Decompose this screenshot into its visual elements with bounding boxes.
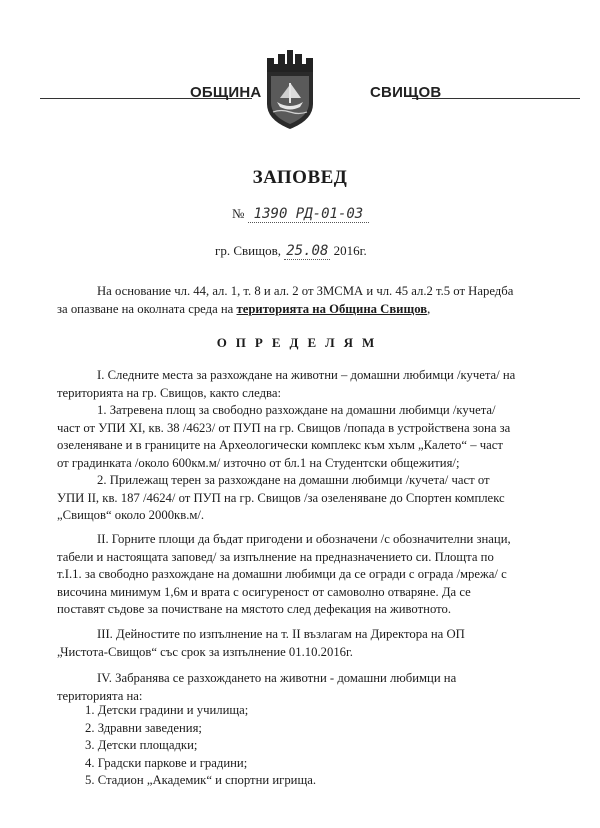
city-label: гр. Свищов, — [215, 243, 281, 258]
list-item: 1. Детски градини и училища; — [85, 703, 249, 717]
order-number — [232, 206, 369, 223]
list-item: 2. Здравни заведения; — [85, 720, 202, 735]
preamble-line — [57, 301, 552, 319]
section-two — [57, 531, 552, 619]
municipality-crest-icon — [263, 50, 317, 130]
preamble-end: , — [427, 301, 431, 316]
section-one-line: от градинката /около 600км.м/ източно от бл.1 на Студентски общежития/; — [57, 455, 460, 470]
preamble-emphasis: територията на Община Свищов — [236, 301, 428, 316]
section-one-line: част от УПИ XI, кв. 38 /4623/ от ПУП на гр. Свищов /попада в устройствена зона за — [57, 420, 511, 435]
section-four-line: IV. Забранява се разхождането на животни - домашни любимци на — [97, 671, 457, 685]
section-four — [57, 670, 552, 705]
section-one-line: 1. Затревена площ за свободно разхождане на домашни любимци /кучета/ — [97, 403, 496, 417]
date-value: 25.08 — [286, 243, 329, 259]
section-two-line: II. Горните площи да бъдат пригодени и обозначени /с обозначителни знаци, — [97, 532, 511, 546]
section-one-line: 2. Прилежащ терен за разхождане на домашни любимци /кучета/ част от — [97, 473, 490, 487]
section-two-line: табели и настоящата заповед/ за изпълнение на предназначението си. Площта по — [57, 549, 494, 564]
preamble-text: за опазване на околната среда на — [57, 301, 237, 316]
prohibited-places-list — [85, 702, 316, 790]
section-one — [57, 367, 552, 525]
section-two-line: т.I.1. за свободно разхождане на домашни любимци да се огради с ограда /мрежа/ с — [57, 567, 507, 581]
section-one-line: I. Следните места за разхождане на животни – домашни любимци /кучета/ на — [97, 368, 516, 382]
list-item: 5. Стадион „Академик“ и спортни игрища. — [85, 773, 317, 787]
number-prefix: № — [232, 206, 245, 221]
org-name-right: СВИЩОВ — [370, 84, 442, 101]
org-name-left: ОБЩИНА — [190, 84, 262, 101]
decision-heading: ОПРЕДЕЛЯМ — [216, 335, 384, 350]
order-number-value: 1390 РД-01-03 — [248, 206, 370, 223]
section-three — [57, 626, 552, 661]
section-one-line: територията на гр. Свищов, както следва: — [57, 385, 282, 400]
list-item: 3. Детски площадки; — [85, 738, 198, 752]
document-title: ЗАПОВЕД — [252, 167, 348, 188]
section-one-line: „Свищов“ около 2000кв.м/. — [57, 508, 205, 522]
section-three-line: „Чистота-Свищов“ със срок за изпълнение 01.10.2016г. — [57, 644, 353, 659]
list-item: 4. Градски паркове и градини; — [85, 755, 248, 770]
letterhead — [40, 48, 580, 138]
section-four-line: територията на: — [57, 688, 143, 703]
preamble-line: На основание чл. 44, ал. 1, т. 8 и ал. 2 от ЗМСМА и чл. 45 ал.2 т.5 от Наредба — [97, 284, 514, 298]
year-value: 2016г. — [333, 243, 367, 258]
preamble — [57, 283, 552, 318]
place-and-date — [215, 243, 367, 260]
section-two-line: височина минимум 1,6м и врата с осигуреност от самоволно отваряне. Да се — [57, 584, 471, 599]
section-three-line: III. Дейностите по изпълнение на т. II възлагам на Директора на ОП — [97, 627, 465, 641]
section-one-line: озеленяване и в границите на Археологически комплекс към хълм „Калето“ – част — [57, 438, 503, 452]
section-one-line: УПИ II, кв. 187 /4624/ от ПУП на гр. Свищов /за озеленяване до Спортен комплекс — [57, 490, 505, 505]
section-two-line: поставят съдове за почистване на мястото след дефекация на животното. — [57, 602, 452, 616]
